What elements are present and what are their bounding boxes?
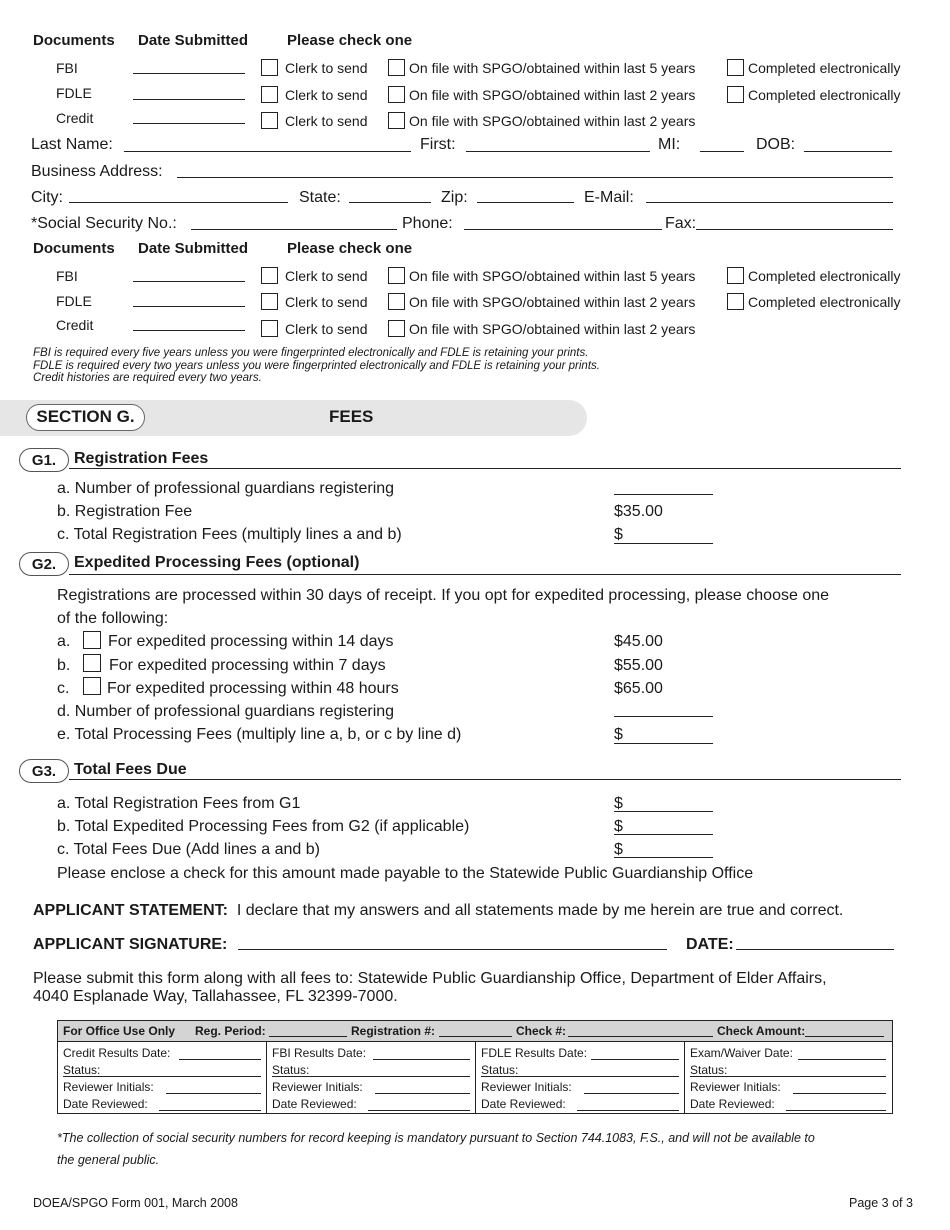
fdle-clerk-label-2: Clerk to send (285, 294, 368, 310)
fbi-clerk-checkbox[interactable] (261, 59, 278, 76)
fdle-clerk-checkbox[interactable] (261, 86, 278, 103)
exam-reviewed-label: Date Reviewed: (690, 1097, 775, 1111)
g3-b-field[interactable] (614, 834, 713, 835)
exam-status-field[interactable] (690, 1076, 886, 1077)
city-label: City: (31, 189, 63, 206)
g2-title: Expedited Processing Fees (optional) (74, 554, 360, 571)
fdle-clerk-label: Clerk to send (285, 87, 368, 103)
g2-opt-a-letter: a. (57, 633, 71, 650)
doc-label-fbi-2: FBI (56, 268, 78, 284)
credit-initials-label: Reviewer Initials: (63, 1080, 154, 1094)
first-name-label: First: (420, 136, 456, 153)
g2-opt-c-amount: $65.00 (614, 680, 663, 697)
credit-initials-field[interactable] (166, 1093, 261, 1094)
date-label: DATE: (686, 936, 734, 953)
g3-title: Total Fees Due (74, 761, 187, 778)
g1-line-a: a. Number of professional guardians registering (57, 480, 395, 497)
requirements-notes (33, 347, 600, 385)
fbi-onfile-label: On file with SPGO/obtained within last 5 years (409, 60, 696, 76)
g2-opt-b-checkbox[interactable] (83, 654, 101, 672)
credit-onfile-label: On file with SPGO/obtained within last 2 years (409, 113, 696, 129)
g1-title: Registration Fees (74, 450, 209, 467)
credit-onfile-label-2: On file with SPGO/obtained within last 2 years (409, 321, 696, 337)
fdle-electronic-checkbox[interactable] (727, 86, 744, 103)
fdle-electronic-checkbox-2[interactable] (727, 293, 744, 310)
g3-a-dollar: $ (614, 795, 623, 812)
fdle-date-field[interactable] (133, 99, 245, 100)
g2-rule (69, 574, 901, 575)
page-number: Page 3 of 3 (849, 1196, 913, 1210)
g2-opt-c-text: For expedited processing within 48 hours (107, 680, 399, 697)
ssn-label: *Social Security No.: (31, 215, 177, 232)
doc-label-fbi: FBI (56, 60, 78, 76)
g3-b-dollar: $ (614, 818, 623, 835)
fax-field[interactable] (696, 229, 893, 230)
doc-label-fdle-2: FDLE (56, 293, 92, 309)
fbi-electronic-label-2: Completed electronically (748, 268, 901, 284)
g2-opt-c-checkbox[interactable] (83, 677, 101, 695)
submit-line1: Please submit this form along with all fees to: Statewide Public Guardianship Office, Department of Elder Affairs, (33, 970, 827, 987)
exam-status-label: Status: (690, 1063, 728, 1077)
reg-no-label: Registration #: (351, 1024, 436, 1038)
statement-label: APPLICANT STATEMENT: (33, 902, 228, 919)
g2-intro-line1: Registrations are processed within 30 days of receipt. If you opt for expedited processing, please choose one (57, 587, 830, 604)
g1-line-b: b. Registration Fee (57, 503, 193, 520)
documents-header-2: Documents (33, 240, 115, 257)
office-col-fbi (267, 1042, 476, 1113)
reg-period-field[interactable] (269, 1036, 347, 1037)
fbi-onfile-label-2: On file with SPGO/obtained within last 5 years (409, 268, 696, 284)
doc-label-credit-2: Credit (56, 317, 94, 333)
signature-field[interactable] (238, 949, 667, 950)
credit-date-field[interactable] (133, 123, 245, 124)
credit-clerk-checkbox[interactable] (261, 112, 278, 129)
g2-opt-a-amount: $45.00 (614, 633, 663, 650)
section-g-title: FEES (329, 407, 374, 426)
submit-line2: 4040 Esplanade Way, Tallahassee, FL 32399-7000. (33, 988, 398, 1005)
zip-field[interactable] (477, 202, 574, 203)
g2-intro-line2: of the following: (57, 610, 169, 627)
g3-line-a: a. Total Registration Fees from G1 (57, 795, 301, 812)
office-col-credit (58, 1042, 267, 1113)
g3-line-b: b. Total Expedited Processing Fees from G2 (if applicable) (57, 818, 470, 835)
footnote-line1: *The collection of social security numbers for record keeping is mandatory pursuant to Section 744.1083, F.S., and will not be available to (57, 1131, 815, 1145)
fdle-reviewed-label: Date Reviewed: (481, 1097, 566, 1111)
g1-fee-amount: $35.00 (614, 503, 663, 520)
g2-opt-c-letter: c. (57, 680, 70, 697)
credit-clerk-checkbox-2[interactable] (261, 320, 278, 337)
fbi-date-field-2[interactable] (133, 281, 245, 282)
credit-date-field-2[interactable] (133, 330, 245, 331)
g2-opt-b-amount: $55.00 (614, 657, 663, 674)
fbi-reviewed-label: Date Reviewed: (272, 1097, 357, 1111)
fbi-results-field[interactable] (373, 1059, 470, 1060)
fdle-onfile-checkbox[interactable] (388, 86, 405, 103)
fbi-date-field[interactable] (133, 73, 245, 74)
g2-opt-b-text: For expedited processing within 7 days (109, 657, 386, 674)
dob-label: DOB: (756, 136, 796, 153)
g2-opt-a-text: For expedited processing within 14 days (108, 633, 394, 650)
exam-reviewed-field[interactable] (786, 1110, 886, 1111)
mi-field[interactable] (700, 151, 744, 152)
mi-label: MI: (658, 136, 681, 153)
check-no-label: Check #: (516, 1024, 567, 1038)
fbi-status-field[interactable] (272, 1076, 470, 1077)
fbi-clerk-checkbox-2[interactable] (261, 267, 278, 284)
fdle-electronic-label: Completed electronically (748, 87, 901, 103)
fdle-results-field[interactable] (591, 1059, 679, 1060)
last-name-label: Last Name: (31, 136, 113, 153)
documents-header: Documents (33, 32, 115, 49)
fdle-results-label: FDLE Results Date: (481, 1046, 588, 1060)
section-g-label: SECTION G. (26, 404, 145, 431)
note-fbi: FBI is required every five years unless you were fingerprinted electronically and FDLE is retaining your prints. (33, 347, 589, 359)
credit-onfile-checkbox[interactable] (388, 112, 405, 129)
zip-label: Zip: (441, 189, 468, 206)
g3-c-dollar: $ (614, 841, 623, 858)
fdle-onfile-checkbox-2[interactable] (388, 293, 405, 310)
check-amount-field[interactable] (805, 1036, 884, 1037)
email-field[interactable] (646, 202, 893, 203)
credit-clerk-label: Clerk to send (285, 113, 368, 129)
fdle-reviewed-field[interactable] (577, 1110, 679, 1111)
fbi-electronic-label: Completed electronically (748, 60, 901, 76)
check-amount-label: Check Amount: (717, 1024, 806, 1038)
exam-date-label: Exam/Waiver Date: (690, 1046, 793, 1060)
check-no-field[interactable] (568, 1036, 713, 1037)
g2-opt-a-checkbox[interactable] (83, 631, 101, 649)
fbi-electronic-checkbox-2[interactable] (727, 267, 744, 284)
check-one-header-2: Please check one (287, 240, 413, 257)
credit-status-field[interactable] (63, 1076, 261, 1077)
g3-badge: G3. (19, 759, 69, 783)
dob-field[interactable] (804, 151, 892, 152)
office-header-bar (58, 1021, 892, 1042)
phone-field[interactable] (464, 229, 662, 230)
doc-label-credit: Credit (56, 110, 94, 126)
reg-no-field[interactable] (439, 1036, 512, 1037)
reg-period-label: Reg. Period: (195, 1024, 266, 1038)
g2-guardians-field[interactable] (614, 716, 713, 717)
fdle-date-field-2[interactable] (133, 306, 245, 307)
fbi-onfile-checkbox-2[interactable] (388, 267, 405, 284)
applicant-statement (33, 902, 843, 920)
g2-total-field[interactable] (614, 743, 713, 744)
office-col-fdle (476, 1042, 685, 1113)
credit-reviewed-label: Date Reviewed: (63, 1097, 148, 1111)
g2-line-e: e. Total Processing Fees (multiply line a, b, or c by line d) (57, 726, 462, 743)
first-name-field[interactable] (466, 151, 650, 152)
statement-text: I declare that my answers and all statements made by me herein are true and correct. (236, 902, 844, 919)
g3-a-field[interactable] (614, 811, 713, 812)
fbi-initials-label: Reviewer Initials: (272, 1080, 363, 1094)
fdle-onfile-label-2: On file with SPGO/obtained within last 2 years (409, 294, 696, 310)
fdle-status-field[interactable] (481, 1076, 679, 1077)
g2-badge: G2. (19, 552, 69, 576)
doc-label-fdle: FDLE (56, 85, 92, 101)
state-label: State: (299, 189, 341, 206)
office-col-exam (685, 1042, 891, 1113)
fdle-initials-label: Reviewer Initials: (481, 1080, 572, 1094)
fdle-status-label: Status: (481, 1063, 519, 1077)
business-address-label: Business Address: (31, 163, 163, 180)
g1-guardians-field[interactable] (614, 494, 713, 495)
date-submitted-header-2: Date Submitted (138, 240, 249, 257)
g1-rule (69, 468, 901, 469)
office-title: For Office Use Only (63, 1024, 176, 1038)
note-fdle: FDLE is required every two years unless you were fingerprinted electronically and FDLE is retaining your prints. (33, 359, 600, 372)
signature-date-field[interactable] (736, 949, 894, 950)
g2-opt-b-letter: b. (57, 657, 71, 674)
credit-status-label: Status: (63, 1063, 101, 1077)
fax-label: Fax: (665, 215, 697, 232)
fbi-results-label: FBI Results Date: (272, 1046, 367, 1060)
email-label: E-Mail: (584, 189, 634, 206)
business-address-field[interactable] (177, 177, 893, 178)
g3-c-field[interactable] (614, 857, 713, 858)
exam-date-field[interactable] (798, 1059, 886, 1060)
phone-label: Phone: (402, 215, 453, 232)
signature-label: APPLICANT SIGNATURE: (33, 936, 228, 953)
g3-line-c: c. Total Fees Due (Add lines a and b) (57, 841, 320, 858)
fbi-clerk-label: Clerk to send (285, 60, 368, 76)
credit-results-field[interactable] (179, 1059, 261, 1060)
g2-total-dollar: $ (614, 726, 623, 743)
check-one-header: Please check one (287, 32, 413, 49)
note-credit: Credit histories are required every two years. (33, 372, 262, 384)
state-field[interactable] (349, 202, 431, 203)
fdle-initials-field[interactable] (584, 1093, 679, 1094)
fbi-electronic-checkbox[interactable] (727, 59, 744, 76)
credit-reviewed-field[interactable] (159, 1110, 261, 1111)
fbi-status-label: Status: (272, 1063, 310, 1077)
g1-badge: G1. (19, 448, 69, 472)
city-field[interactable] (69, 202, 288, 203)
fbi-reviewed-field[interactable] (368, 1110, 470, 1111)
g3-enclose-note: Please enclose a check for this amount made payable to the Statewide Public Guardianship Office (57, 865, 754, 882)
g1-total-dollar: $ (614, 526, 623, 543)
g1-line-c: c. Total Registration Fees (multiply lines a and b) (57, 526, 402, 543)
fdle-onfile-label: On file with SPGO/obtained within last 2 years (409, 87, 696, 103)
fbi-clerk-label-2: Clerk to send (285, 268, 368, 284)
g1-total-field[interactable] (614, 543, 713, 544)
form-id: DOEA/SPGO Form 001, March 2008 (33, 1196, 238, 1210)
fbi-initials-field[interactable] (375, 1093, 470, 1094)
credit-results-label: Credit Results Date: (63, 1046, 171, 1060)
credit-onfile-checkbox-2[interactable] (388, 320, 405, 337)
footnote-line2: the general public. (57, 1153, 160, 1167)
date-submitted-header: Date Submitted (138, 32, 249, 49)
fdle-electronic-label-2: Completed electronically (748, 294, 901, 310)
exam-initials-field[interactable] (793, 1093, 886, 1094)
exam-initials-label: Reviewer Initials: (690, 1080, 781, 1094)
last-name-field[interactable] (124, 151, 411, 152)
g2-line-d: d. Number of professional guardians registering (57, 703, 395, 720)
fbi-onfile-checkbox[interactable] (388, 59, 405, 76)
credit-clerk-label-2: Clerk to send (285, 321, 368, 337)
fdle-clerk-checkbox-2[interactable] (261, 293, 278, 310)
ssn-field[interactable] (191, 229, 397, 230)
office-use-table (57, 1020, 893, 1114)
g3-rule (69, 779, 901, 780)
